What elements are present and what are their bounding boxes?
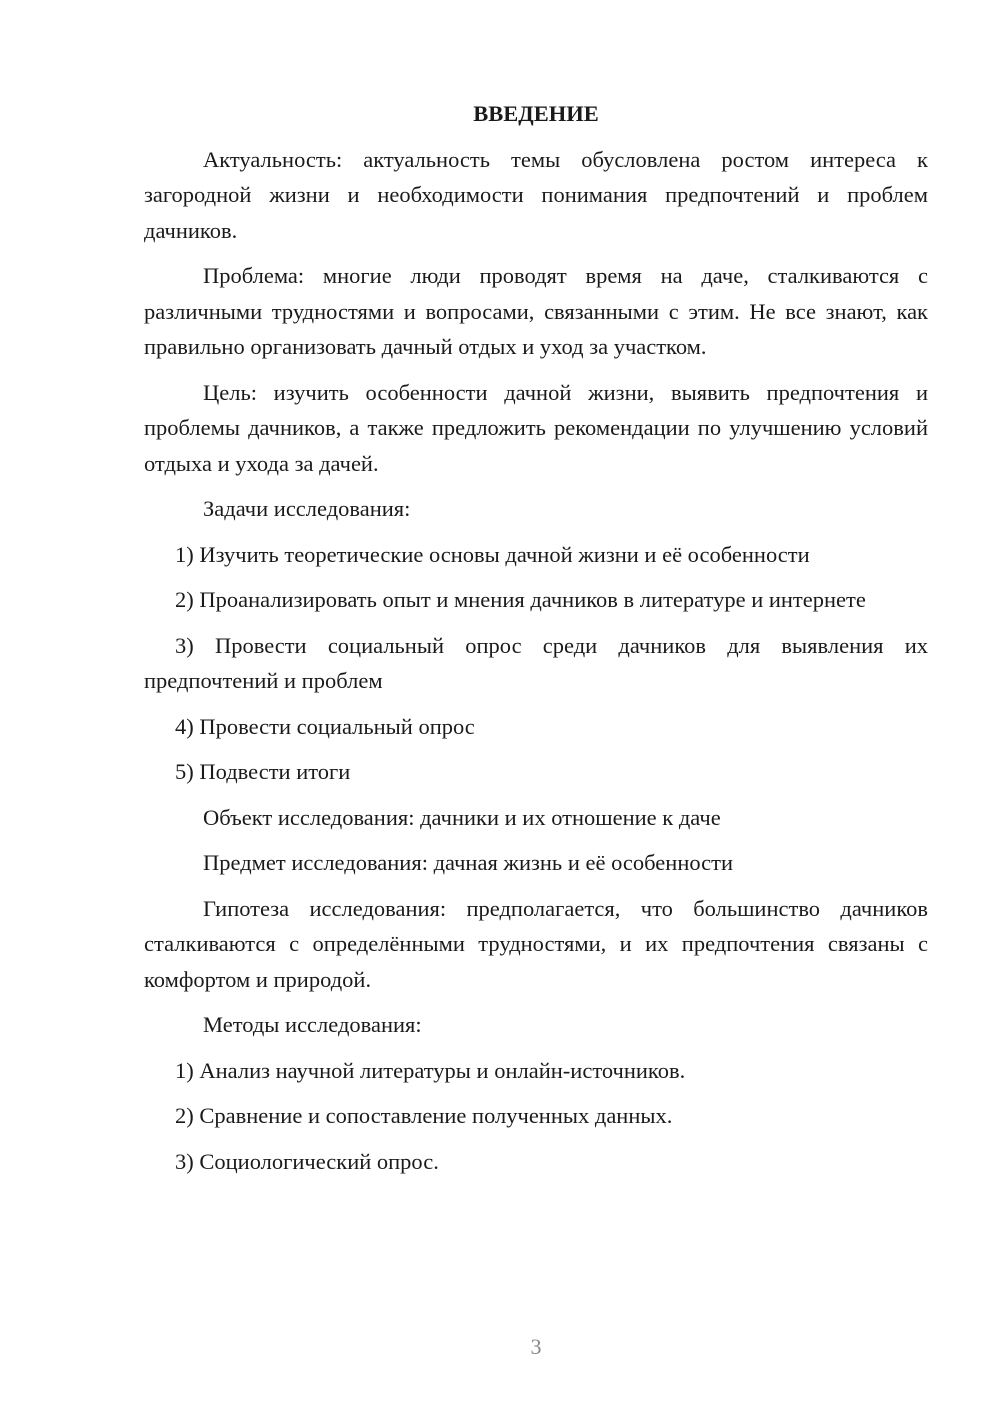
method-item: 3) Социологический опрос.	[175, 1148, 439, 1174]
object-paragraph: Объект исследования: дачники и их отношение к даче	[203, 804, 721, 830]
task-item: 5) Подвести итоги	[175, 759, 351, 784]
relevance-paragraph: Актуальность: актуальность темы обусловлена ростом интереса к загородной жизни и необходимости понимания предпочтений и проблем дачников.	[144, 146, 928, 243]
page-number: 3	[530, 1334, 542, 1359]
subject-paragraph: Предмет исследования: дачная жизнь и её особенности	[203, 850, 734, 875]
methods-heading: Методы исследования:	[203, 1012, 422, 1037]
method-item: 1) Анализ научной литературы и онлайн-источников.	[175, 1057, 686, 1083]
task-item: 4) Провести социальный опрос	[175, 713, 475, 739]
tasks-heading: Задачи исследования:	[203, 496, 411, 521]
hypothesis-paragraph: Гипотеза исследования: предполагается, что большинство дачников сталкиваются с определёнными трудностями, и их предпочтения связаны с комфортом и природой.	[144, 895, 928, 992]
task-item: 2) Проанализировать опыт и мнения дачников в литературе и интернете	[175, 587, 866, 612]
section-heading: ВВЕДЕНИЕ	[473, 101, 599, 126]
problem-paragraph: Проблема: многие люди проводят время на даче, сталкиваются с различными трудностями и вопросами, связанными с этим. Не все знают, как правильно организовать дачный отдых и уход за участком.	[144, 263, 928, 359]
method-item: 2) Сравнение и сопоставление полученных данных.	[175, 1103, 673, 1128]
task-item: 1) Изучить теоретические основы дачной жизни и её особенности	[175, 541, 810, 567]
task-item: 3) Провести социальный опрос среди дачников для выявления их предпочтений и проблем	[144, 632, 928, 693]
goal-paragraph: Цель: изучить особенности дачной жизни, выявить предпочтения и проблемы дачников, а также предложить рекомендации по улучшению условий отдыха и ухода за дачей.	[144, 379, 928, 476]
page-content	[144, 96, 928, 1189]
